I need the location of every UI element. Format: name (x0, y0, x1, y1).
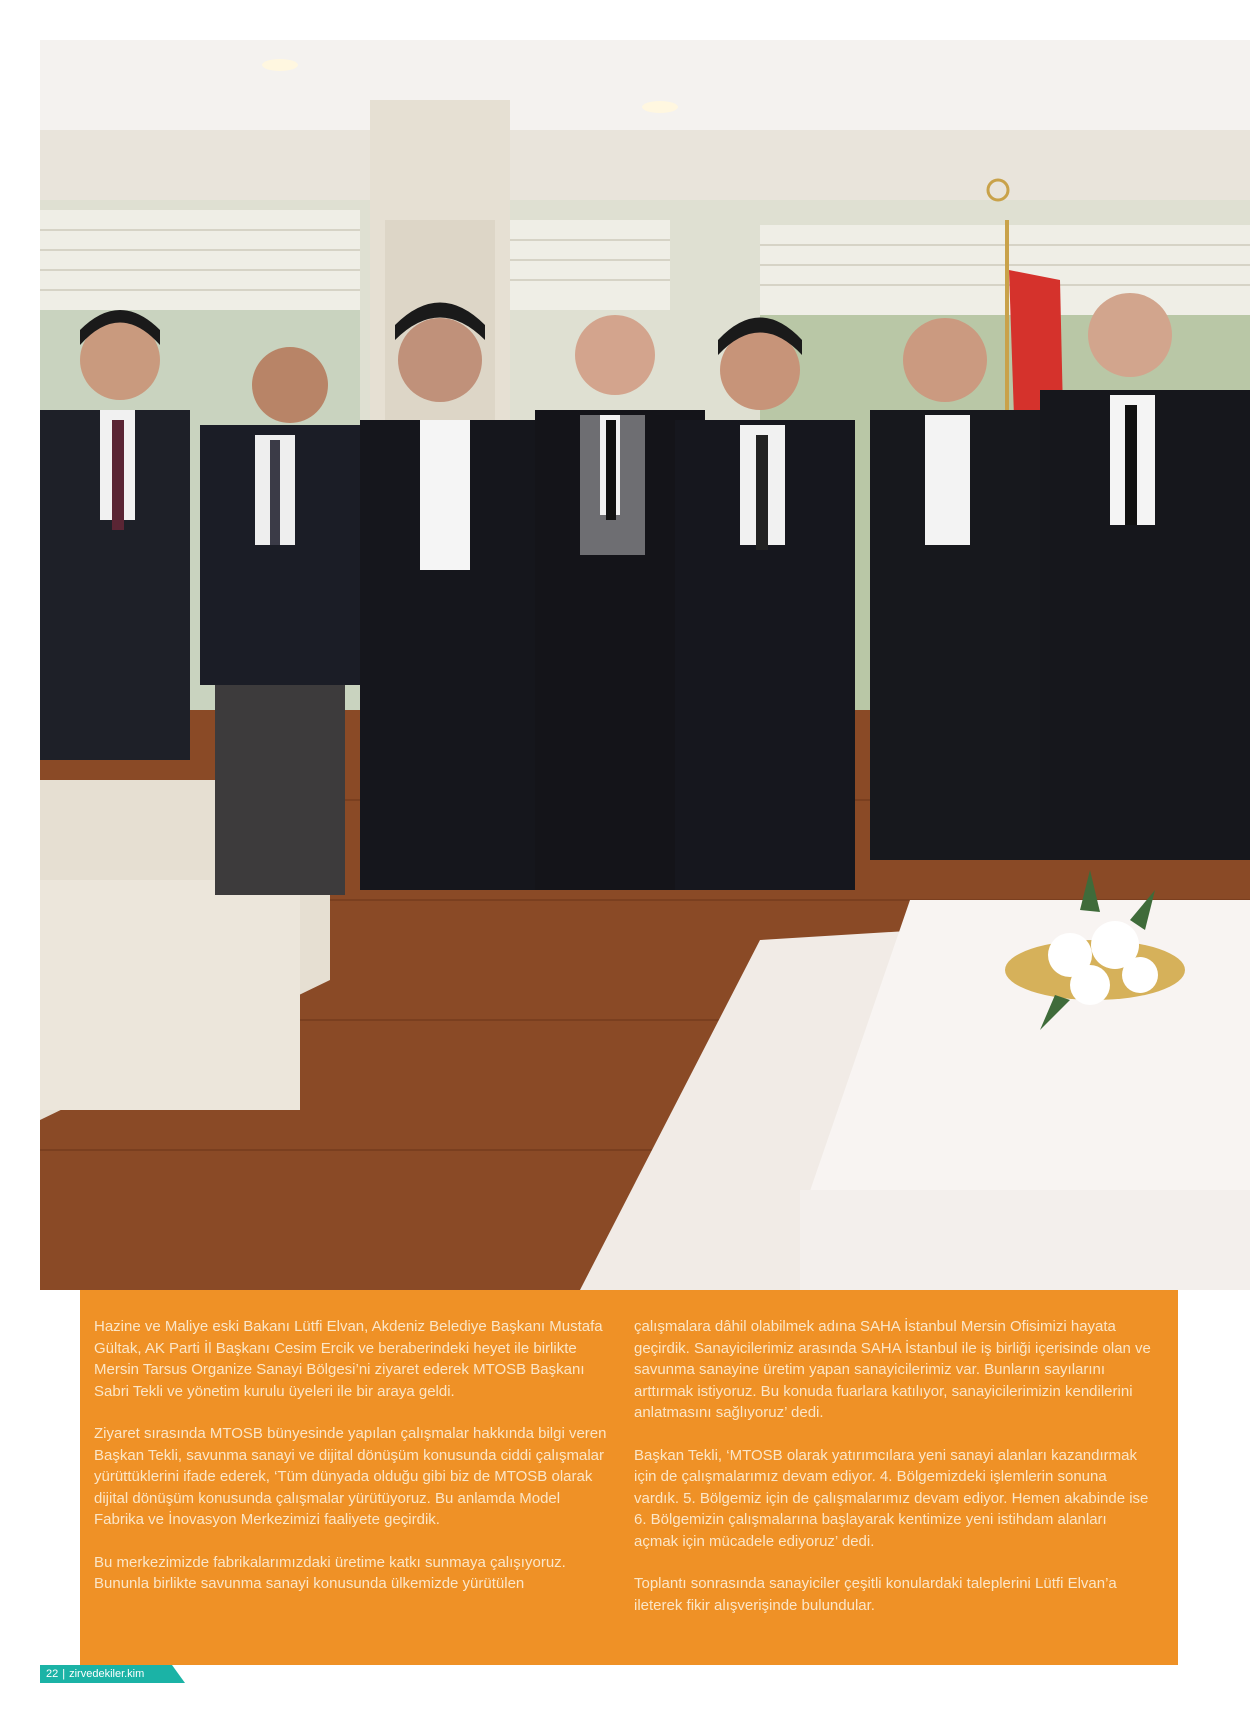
page-footer (40, 1665, 185, 1683)
article-paragraph: Ziyaret sırasında MTOSB bünyesinde yapılan çalışmalar hakkında bilgi veren Başkan Tekli, savunma sanayi ve dijital dönüşüm konusunda ciddi çalışmalar yürüttüklerini ifade ederek, ‘Tüm dünyada olduğu gibi biz de MTOSB olarak dijital dönüşüm konusunda çalışmalar yürütüyoruz. Bu anlamda Model Fabrika ve İnovasyon Merkezimizi faaliyete geçirdik. (94, 1425, 607, 1528)
article-paragraph: Toplantı sonrasında sanayiciler çeşitli konulardaki taleplerini Lütfi Elvan’a ileterek fikir alışverişinde bulundular. (634, 1575, 1117, 1614)
group-photo-icon (40, 40, 1250, 1290)
page-number: 22 (46, 1668, 59, 1680)
article-paragraph: Bu merkezimizde fabrikalarımızdaki üretime katkı sunmaya çalışıyoruz. Bununla birlikte savunma sanayi konusunda ülkemizde yürütülen (94, 1553, 566, 1592)
article-column-left (94, 1316, 614, 1616)
footer-site-link[interactable]: zirvedekiler.kim (69, 1668, 145, 1680)
group-photo (40, 40, 1250, 1290)
article-paragraph: Hazine ve Maliye eski Bakanı Lütfi Elvan, Akdeniz Belediye Başkanı Mustafa Gültak, AK Parti İl Başkanı Cesim Ercik ve beraberindeki heyet ile birlikte Mersin Tarsus Organize Sanayi Bölgesi’ni ziyaret ederek MTOSB Başkanı Sabri Tekli ve yönetim kurulu üyeleri ile bir araya geldi. (94, 1318, 603, 1400)
footer-separator: | (62, 1668, 66, 1680)
footer-text (46, 1666, 144, 1682)
article-column-right (634, 1316, 1154, 1637)
article-paragraph: çalışmalara dâhil olabilmek adına SAHA İstanbul Mersin Ofisimizi hayata geçirdik. Sanayicilerimiz arasında SAHA İstanbul ile iş birliği içerisinde olan ve savunma sanayine üretim yapan sanayicilerimiz var. Bunların sayılarını arttırmak istiyoruz. Bu konuda fuarlara katılıyor, sanayicilerimizin kendilerini anlatmasını sağlıyoruz’ dedi. (634, 1318, 1151, 1421)
article-panel (80, 1290, 1178, 1665)
article-paragraph: Başkan Tekli, ‘MTOSB olarak yatırımcılara yeni sanayi alanları kazandırmak için de çalışmalarımız devam ediyor. 4. Bölgemizdeki işlemlerin sonuna vardık. 5. Bölgemiz için de çalışmalarımız devam ediyor. Hemen akabinde ise 6. Bölgemizin çalışmalarına başlayarak kentimize yeni istihdam alanları açmak için mücadele ediyoruz’ dedi. (634, 1446, 1149, 1550)
